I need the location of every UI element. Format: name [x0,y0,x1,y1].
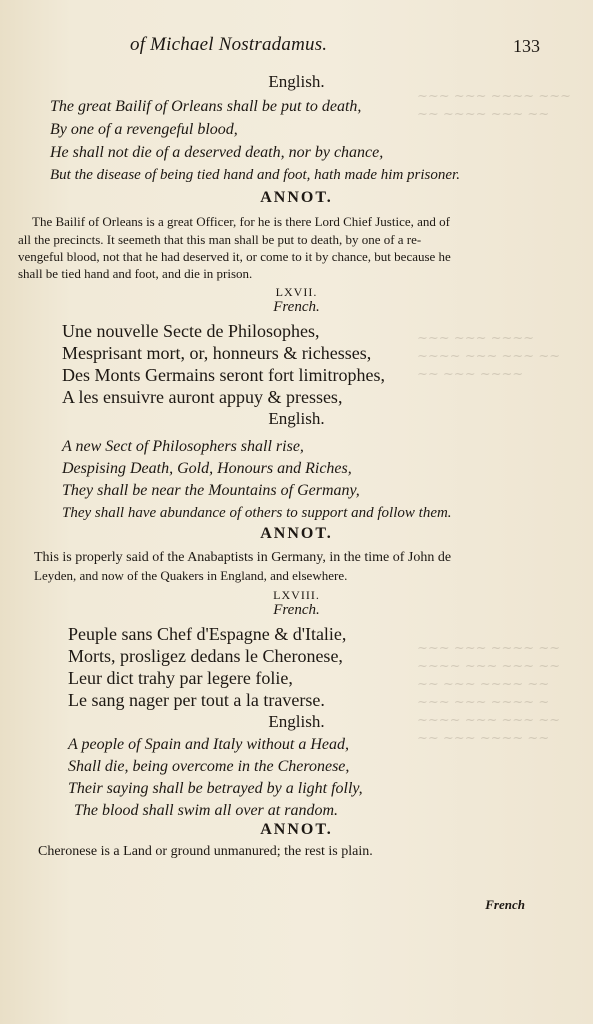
verse-line: Mesprisant mort, or, honneurs & richesses, [62,343,372,363]
show-through-texture: ~~~ ~~~ ~~~~ ~~~~ ~~~ ~~~ ~~ ~~ ~~~ ~~~~ [417,331,561,382]
verse-line: Des Monts Germains seront fort limitrophes, [62,365,385,385]
verse-line: Morts, prosligez dedans le Cheronese, [68,646,343,666]
verse-line: Shall die, being overcome in the Cheronese, [68,758,350,775]
annotation-heading: ANNOT. [260,525,333,542]
verse-line: The blood shall swim all over at random. [74,802,339,819]
page-number: 133 [513,36,540,56]
verse-line: A les ensuivre auront appuy & presses, [62,387,343,407]
quatrain-number: LXVIII. [273,588,320,602]
verse-line: The great Bailif of Orleans shall be put to death, [50,98,362,115]
annotation-line: all the precincts. It seemeth that this man shall be put to death, by one of a re- [18,232,422,247]
catchword: French [485,897,525,912]
verse-line: Leur dict trahy par legere folie, [68,668,293,688]
annotation-line: Cheronese is a Land or ground unmanured; the rest is plain. [38,844,373,859]
annotation-line: Leyden, and now of the Quakers in England, and elsewhere. [34,568,348,583]
verse-line: A people of Spain and Italy without a Head, [68,736,350,753]
verse-line: By one of a revengeful blood, [50,121,238,138]
annotation-line: vengeful blood, not that he had deserved it, or come to it by chance, but because he [18,249,451,264]
quatrain-number: LXVII. [275,285,318,299]
verse-line: He shall not die of a deserved death, nor by chance, [50,144,384,161]
verse-line: Une nouvelle Secte de Philosophes, [62,321,320,341]
section-heading-english: English. [268,409,325,428]
show-through-texture: ~~~ ~~~ ~~~~ ~~~ ~~ ~~~~ ~~~ ~~ [417,89,572,122]
annotation-line: shall be tied hand and foot, and die in prison. [18,266,253,281]
annotation-line: The Bailif of Orleans is a great Officer, for he is there Lord Chief Justice, and of [32,214,450,229]
verse-line: Despising Death, Gold, Honours and Riches, [62,460,352,477]
section-heading-english: English. [268,72,325,91]
annotation-heading: ANNOT. [260,189,333,206]
annotation-heading: ANNOT. [260,821,333,838]
verse-line: Le sang nager per tout a la traverse. [68,690,325,710]
section-heading-french: French. [273,299,320,315]
verse-line: A new Sect of Philosophers shall rise, [62,438,304,455]
annotation-line: This is properly said of the Anabaptists in Germany, in the time of John de [34,550,452,565]
section-heading-english: English. [268,712,325,731]
section-heading-french: French. [273,602,320,618]
verse-line: They shall be near the Mountains of Germany, [62,482,360,499]
running-title: of Michael Nostradamus. [130,34,328,55]
verse-line: But the disease of being tied hand and foot, hath made him prisoner. [50,167,460,183]
show-through-texture: ~~~ ~~~ ~~~~ ~~ ~~~~ ~~~ ~~~ ~~ ~~ ~~~ ~~~~ ~~ ~~~ ~~~ ~~~~ ~ ~~~~ ~~~ ~~~ ~~ ~~ ~~~ ~~~~ ~~ [417,641,561,746]
verse-line: They shall have abundance of others to support and follow them. [62,505,452,521]
verse-line: Their saying shall be betrayed by a light folly, [68,780,363,797]
verse-line: Peuple sans Chef d'Espagne & d'Italie, [68,624,347,644]
